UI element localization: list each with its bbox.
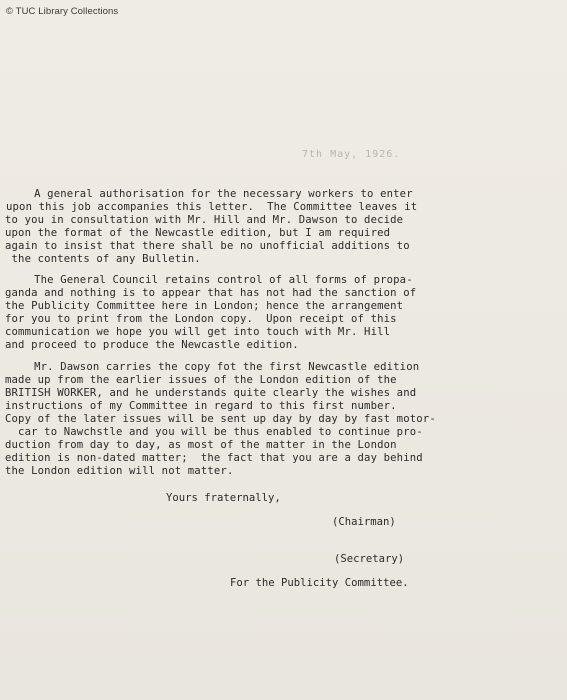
closing-salutation: Yours fraternally, [166,492,281,504]
paragraph-1-line-3: to you in consultation with Mr. Hill and Mr. Dawson to decide [5,214,404,226]
paragraph-2-line-5: communication we hope you will get into touch with Mr. Hill [5,326,391,338]
paragraph-3-line-7: duction from day to day, as most of the matter in the London [5,439,397,451]
watermark: © TUC Library Collections [6,6,119,17]
paragraph-1-line-4: upon the format of the Newcastle edition, but I am required [5,227,391,239]
paragraph-2-line-6: and proceed to produce the Newcastle edition. [5,339,299,351]
paragraph-1-line-5: again to insist that there shall be no unofficial additions to [5,240,410,252]
paragraph-1-line-6: the contents of any Bulletin. [5,253,201,265]
paragraph-3-line-3: BRITISH WORKER, and he understands quite clearly the wishes and [5,387,417,399]
paragraph-3-line-9: the London edition will not matter. [5,465,234,477]
paragraph-3-line-8: edition is non-dated matter; the fact that you are a day behind [5,452,423,464]
paragraph-1-line-2: upon this job accompanies this letter. The Committee leaves it [6,201,418,213]
faint-header-date: 7th May, 1926. [302,149,401,160]
paragraph-2-line-2: ganda and nothing is to appear that has not had the sanction of [5,287,417,299]
paragraph-3-line-5: Copy of the later issues will be sent up day by day by fast motor- [5,413,436,425]
paragraph-3-line-6: car to Nawchstle and you will be thus enabled to continue pro- [5,426,423,438]
secretary-label: (Secretary) [334,553,405,565]
committee-label: For the Publicity Committee. [230,577,409,589]
chairman-label: (Chairman) [332,516,396,528]
paragraph-3-line-4: instructions of my Committee in regard to this first number. [5,400,397,412]
paragraph-3-line-1: Mr. Dawson carries the copy fot the first Newcastle edition [8,361,420,373]
paragraph-2-line-4: for you to print from the London copy. Upon receipt of this [5,313,397,325]
paragraph-3-line-2: made up from the earlier issues of the London edition of the [5,374,397,386]
paragraph-2-line-3: the Publicity Committee here in London; hence the arrangement [5,300,404,312]
paragraph-2-line-1: The General Council retains control of all forms of propa- [8,274,413,286]
paragraph-1-line-1: A general authorisation for the necessary workers to enter [8,188,413,200]
